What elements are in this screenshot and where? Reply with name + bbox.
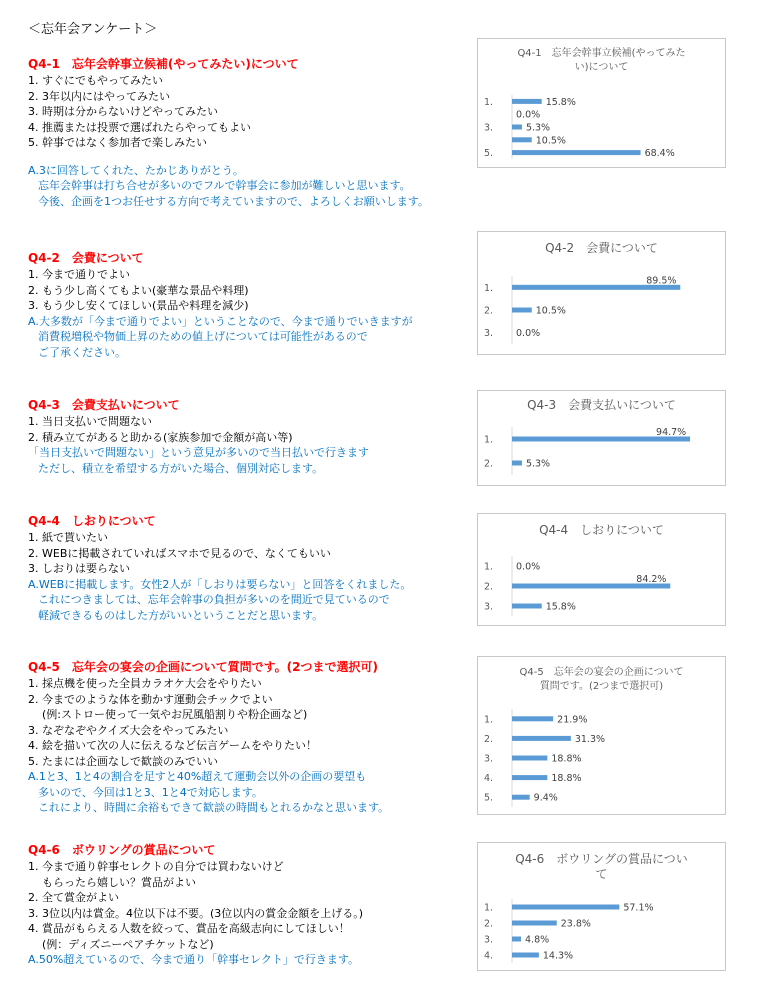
chart-data-label: 5.3% <box>525 458 551 470</box>
chart-q4-4-svg <box>478 514 725 625</box>
chart-category-label: 2. <box>484 733 494 745</box>
section-title: Q4-6 ボウリングの賞品について <box>28 843 216 857</box>
chart-data-label: 21.9% <box>557 714 588 726</box>
answer-text: 「当日支払いで問題ない」という意見が多いので当日払いで行きます <box>28 446 369 459</box>
chart-q4-2-svg <box>478 232 725 354</box>
chart-bar <box>512 99 542 104</box>
chart-title: い)について <box>574 62 629 73</box>
chart-bar <box>512 921 557 926</box>
answer-text: ただし、積立を希望する方がいた場合、個別対応します。 <box>38 461 324 475</box>
chart-data-label: 94.7% <box>656 427 687 438</box>
chart-bar <box>512 604 542 609</box>
chart-data-label: 89.5% <box>646 275 677 287</box>
answer-text: A.大多数が「今まで通りでよい」ということなので、今まで通りでいきますが <box>28 314 413 328</box>
chart-title: て <box>595 867 608 881</box>
answer-text: これにより、時間に余裕もできて歓談の時間もとれるかなと思います。 <box>38 801 390 814</box>
chart-data-label: 18.8% <box>551 773 582 785</box>
chart-category-label: 2. <box>484 458 494 470</box>
chart-category-label: 5. <box>484 148 494 160</box>
option: 5. 幹事ではなく参加者で楽しみたい <box>28 136 207 149</box>
section-title: Q4-2 会費について <box>28 251 144 265</box>
chart-data-label: 15.8% <box>545 601 576 613</box>
section-q4-1 <box>28 56 478 209</box>
chart-data-label: 0.0% <box>516 328 541 340</box>
section-title: Q4-3 会費支払いについて <box>28 398 180 412</box>
chart-data-label: 15.8% <box>545 96 576 108</box>
chart-category-label: 3. <box>484 934 494 946</box>
chart-bar <box>512 795 530 800</box>
option: 2. 積み立てがあると助かる(家族参加で金額が高い等) <box>28 430 293 444</box>
chart-data-label: 68.4% <box>644 148 675 160</box>
chart-category-label: 5. <box>484 792 494 804</box>
option: 5. たまには企画なしで歓談のみでいい <box>28 754 218 768</box>
option: 1. 採点機を使った全員カラオケ大会をやりたい <box>28 677 262 690</box>
chart-data-label: 18.8% <box>551 753 582 765</box>
option: 1. 今まで通りでよい <box>28 268 130 281</box>
chart-bar <box>512 125 522 130</box>
section-q4-4 <box>28 513 478 623</box>
chart-bar <box>512 937 521 942</box>
chart-category-label: 4. <box>484 950 494 962</box>
answer-text: A.WEBに掲載します。女性2人が「しおりは要らない」と回答をくれました。 <box>28 577 412 591</box>
chart-category-label: 1. <box>484 561 494 573</box>
chart-q4-3-svg <box>478 391 725 485</box>
option-example: (例:ストロー使って一気やお尻風船割りや粉企画など) <box>42 708 308 721</box>
answer-text: 軽減できるものはした方がいいということだと思います。 <box>38 608 324 622</box>
answer-text: これにつきましては、忘年会幹事の負担が多いのを間近で見ているので <box>38 593 390 606</box>
option: 4. 絵を描いて次の人に伝えるなど伝言ゲームをやりたい！ <box>28 739 317 752</box>
chart-q4-1 <box>477 38 726 168</box>
chart-title: 質問です。(2つまで選択可) <box>539 681 664 692</box>
chart-bar <box>512 736 571 741</box>
chart-category-label: 2. <box>484 305 494 317</box>
chart-title: Q4-1 忘年会幹事立候補(やってみた <box>517 48 686 59</box>
option: 2. 3年以内にはやってみたい <box>28 89 170 103</box>
answer-text: 今後、企画を1つお任せする方向で考えていますので、よろしくお願いします。 <box>38 194 429 208</box>
chart-category-label: 3. <box>484 753 494 765</box>
option: 1. すぐにでもやってみたい <box>28 74 163 87</box>
chart-q4-1-svg <box>478 39 725 167</box>
chart-category-label: 3. <box>484 122 494 134</box>
chart-category-label: 1. <box>484 434 494 446</box>
chart-category-label: 3. <box>484 601 494 613</box>
page-title: ＜忘年会アンケート＞ <box>28 22 158 37</box>
chart-category-label: 2. <box>484 918 494 930</box>
chart-data-label: 10.5% <box>535 305 566 317</box>
chart-data-label: 4.8% <box>525 934 550 946</box>
chart-category-label: 4. <box>484 773 494 785</box>
chart-q4-6 <box>477 842 726 971</box>
option: 1. 今まで通り幹事セレクトの自分では買わないけど <box>28 860 284 873</box>
chart-q4-5 <box>477 656 726 815</box>
chart-data-label: 14.3% <box>542 950 574 962</box>
chart-title: Q4-6 ボウリングの賞品につい <box>515 852 688 866</box>
chart-q4-3 <box>477 390 726 486</box>
chart-bar <box>512 756 547 761</box>
answer-text: A.3に回答してくれた、たかじありがとう。 <box>28 163 244 177</box>
chart-data-label: 57.1% <box>623 902 654 914</box>
chart-category-label: 1. <box>484 714 494 726</box>
option: 3. もう少し安くてほしい(景品や料理を減少) <box>28 299 249 312</box>
chart-category-label: 3. <box>484 328 494 340</box>
chart-data-label: 10.5% <box>535 135 566 147</box>
section-q4-5 <box>28 659 478 816</box>
chart-bar <box>512 137 532 142</box>
section-q4-3 <box>28 397 478 476</box>
chart-category-label: 1. <box>484 96 494 108</box>
option: 2. もう少し高くてもよい(豪華な景品や料理) <box>28 283 249 297</box>
chart-bar <box>512 775 547 780</box>
chart-q4-2 <box>477 231 726 355</box>
section-title: Q4-4 しおりについて <box>28 514 156 528</box>
chart-data-label: 84.2% <box>636 574 667 585</box>
chart-title: Q4-3 会費支払いについて <box>527 398 676 412</box>
chart-data-label: 0.0% <box>516 561 541 573</box>
chart-category-label: 1. <box>484 902 494 914</box>
section-q4-2 <box>28 250 478 360</box>
chart-data-label: 9.4% <box>533 792 558 804</box>
chart-bar <box>512 953 539 958</box>
chart-q4-4 <box>477 513 726 626</box>
chart-category-label: 2. <box>484 581 494 593</box>
chart-bar <box>512 716 553 721</box>
chart-title: Q4-5 忘年会の宴会の企画について <box>519 667 684 678</box>
chart-data-label: 23.8% <box>560 918 591 930</box>
answer-text: 消費税増税や物価上昇のための値上げについては可能性があるので <box>38 330 368 343</box>
chart-q4-5-svg <box>478 657 725 814</box>
section-q4-6 <box>28 842 478 968</box>
option: 3. なぞなぞやクイズ大会をやってみたい <box>28 723 229 737</box>
option-example: (例：ディズニーペアチケットなど) <box>42 937 214 951</box>
option: 2. 全て賞金がよい <box>28 891 119 904</box>
chart-q4-6-svg <box>478 843 725 970</box>
chart-bar <box>512 905 619 910</box>
section-title: Q4-5 忘年会の宴会の企画について質問です。(2つまで選択可) <box>28 660 379 674</box>
option: 3. 3位以内は賞金。4位以下は不要。(3位以内の賞金金額を上げる。) <box>28 906 364 920</box>
option: 3. しおりは要らない <box>28 562 130 575</box>
section-title: Q4-1 忘年会幹事立候補(やってみたい)について <box>28 57 299 71</box>
option: 4. 賞品がもらえる人数を絞って、賞品を高級志向にしてほしい！ <box>28 922 350 935</box>
chart-bar <box>512 150 641 155</box>
chart-category-label: 1. <box>484 282 494 294</box>
option: 2. 今までのような体を動かす運動会チックでよい <box>28 692 273 706</box>
option: 1. 当日支払いで問題ない <box>28 415 152 428</box>
chart-bar <box>512 461 522 466</box>
option: 1. 紙で貰いたい <box>28 531 108 544</box>
chart-data-label: 31.3% <box>574 733 606 745</box>
answer-text: A.50%超えているので、今まで通り「幹事セレクト」で行きます。 <box>28 953 359 966</box>
option: 2. WEBに掲載されていればスマホで見るので、なくてもいい <box>28 546 331 560</box>
chart-title: Q4-4 しおりについて <box>539 523 664 537</box>
chart-bar <box>512 308 532 313</box>
option-continued: もらったら嬉しい？賞品がよい <box>42 875 196 889</box>
answer-text: ご了承ください。 <box>38 345 126 359</box>
option: 3. 時期は分からないけどやってみたい <box>28 105 218 118</box>
option: 4. 推薦または投票で選ばれたらやってもよい <box>28 120 251 134</box>
answer-text: 多いので、今回は1と3、1と4で対応します。 <box>38 785 263 799</box>
answer-text: A.1と3、1と4の割合を足すと40%超えて運動会以外の企画の要望も <box>28 770 367 783</box>
chart-data-label: 0.0% <box>516 109 541 121</box>
answer-text: 忘年会幹事は打ち合せが多いのでフルで幹事会に参加が難しいと思います。 <box>38 179 411 192</box>
chart-title: Q4-2 会費について <box>545 241 658 255</box>
chart-data-label: 5.3% <box>525 122 551 134</box>
